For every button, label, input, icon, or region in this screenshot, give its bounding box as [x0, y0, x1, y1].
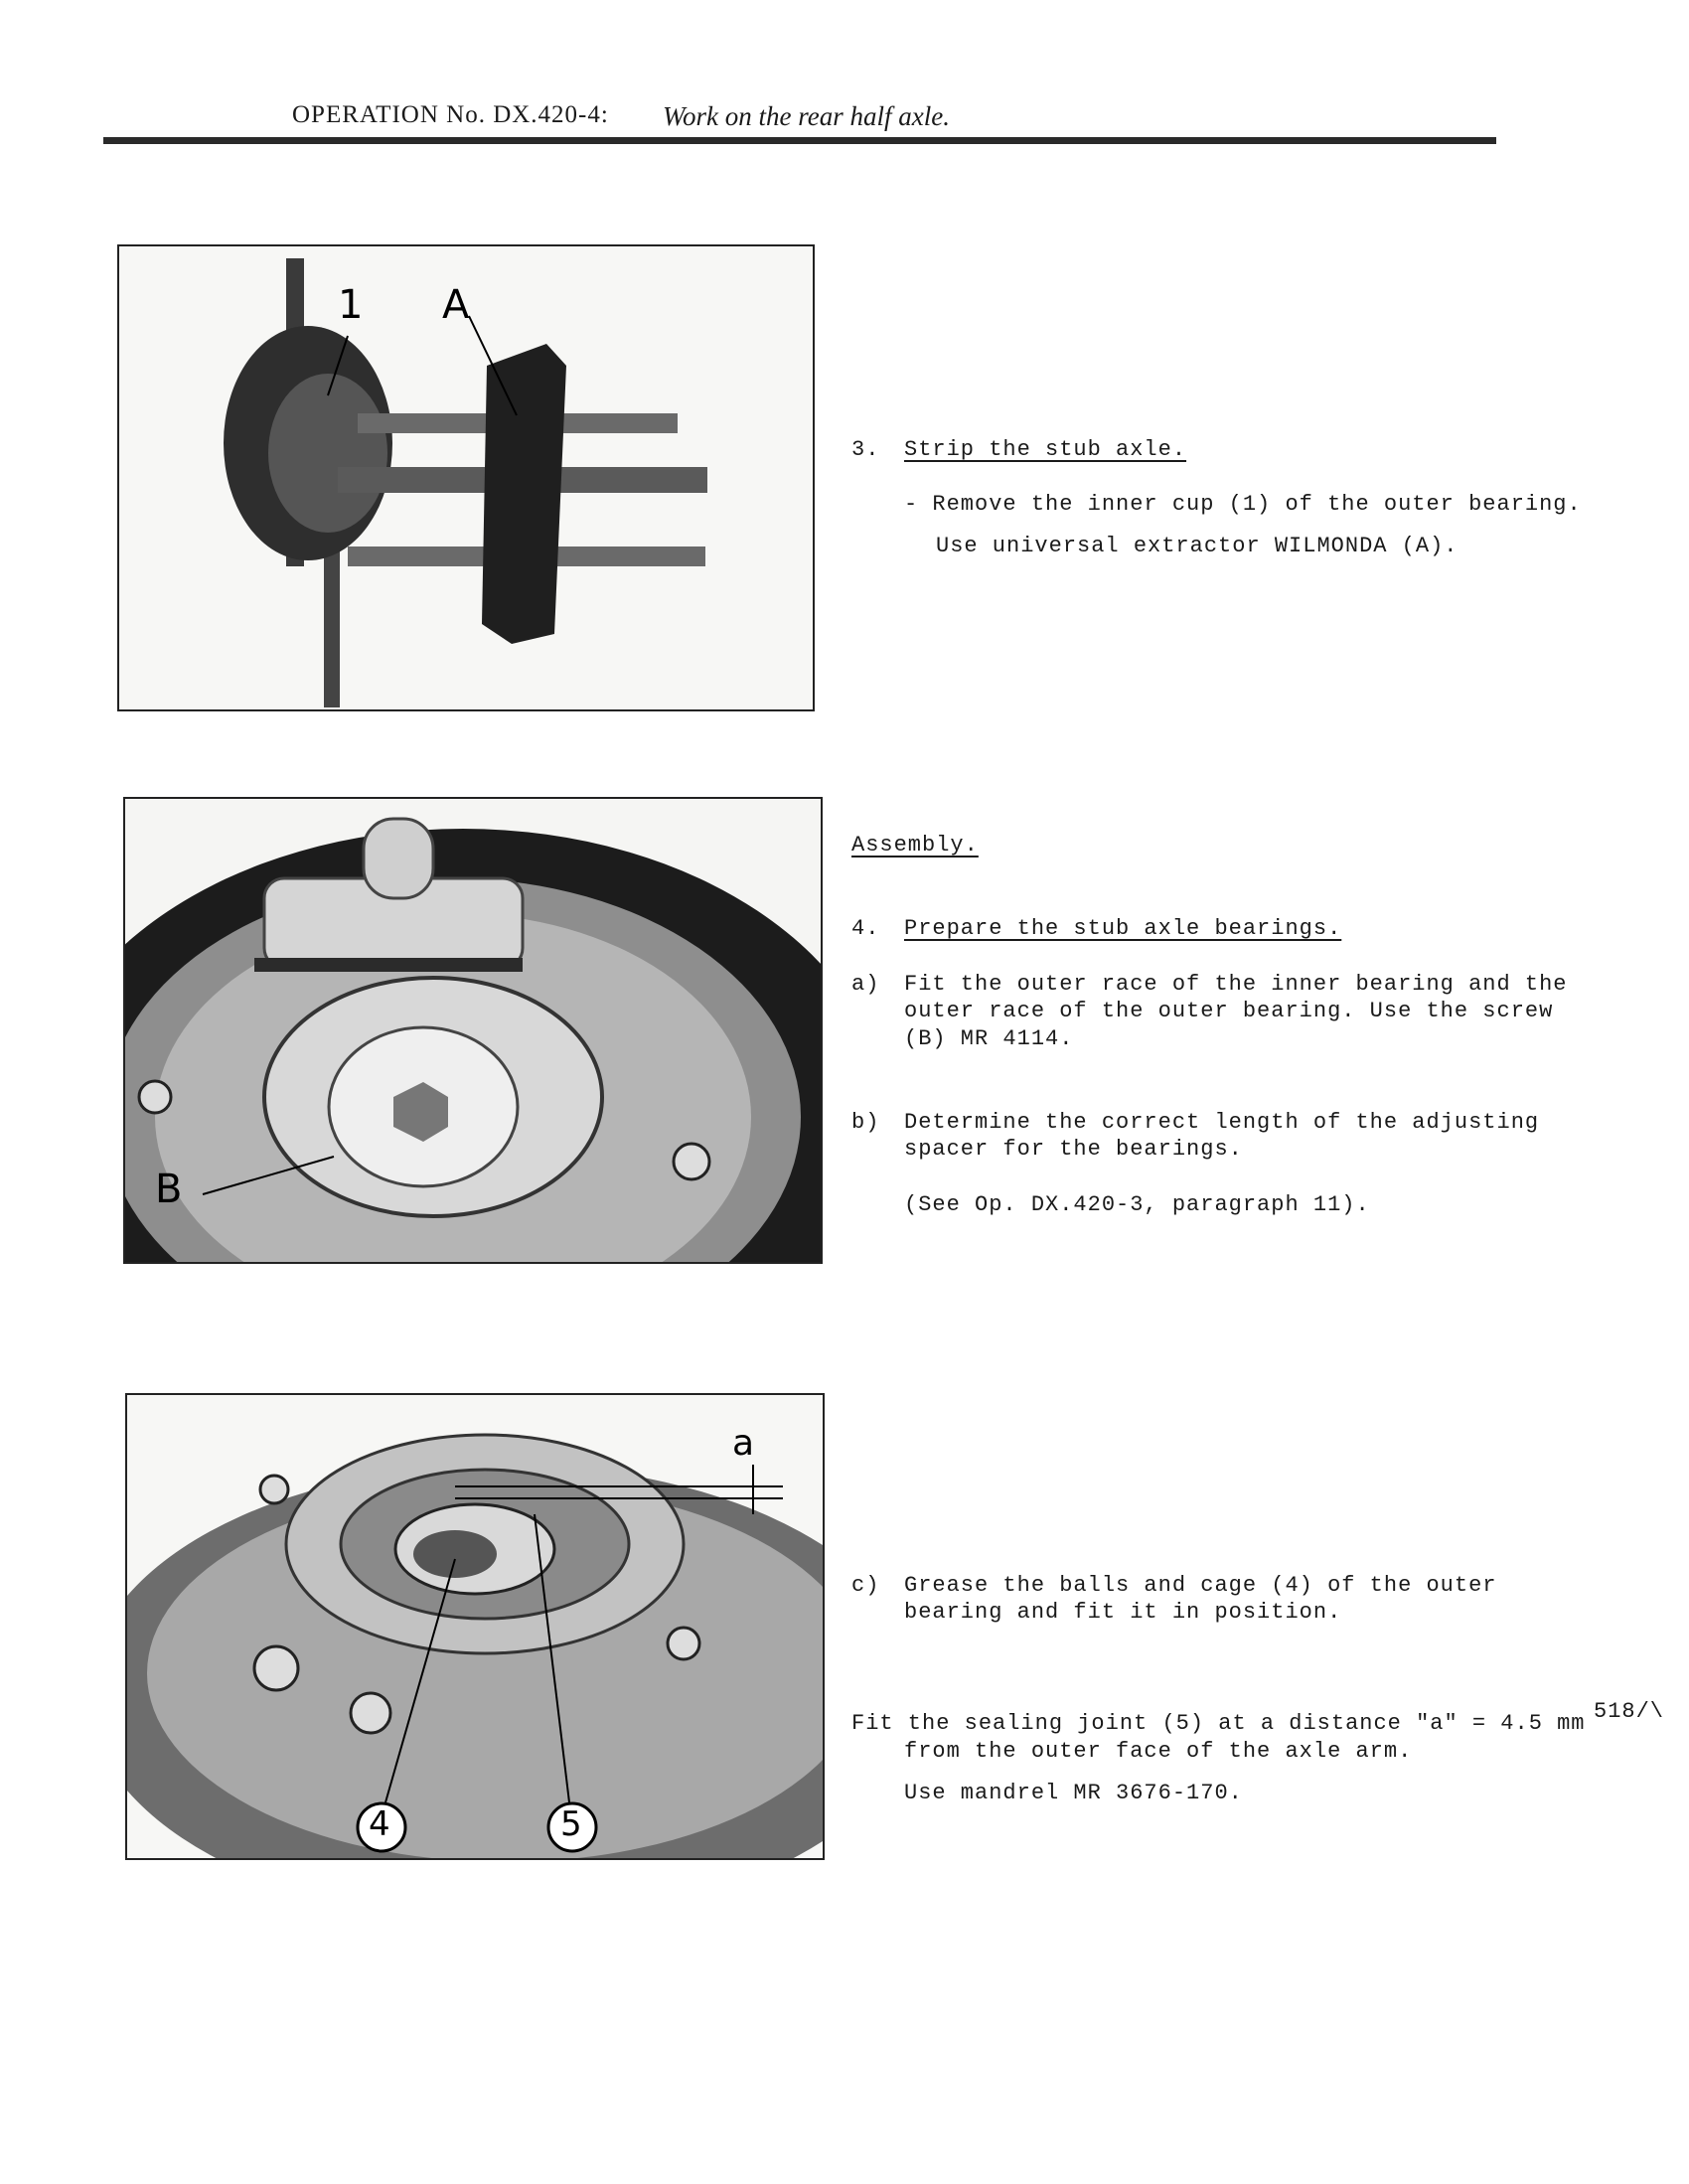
label-a: a: [732, 1423, 755, 1464]
operation-number: OPERATION No. DX.420-4:: [292, 101, 609, 128]
step4c-line: bearing and fit it in position.: [904, 1600, 1342, 1625]
operation-title: Work on the rear half axle.: [663, 101, 950, 131]
step4b-line: spacer for the bearings.: [904, 1137, 1243, 1162]
label-A: A: [442, 282, 470, 328]
backplate-illustration: [125, 799, 821, 1262]
step4c-marker: c): [851, 1573, 880, 1598]
sealing-line: Fit the sealing joint (5) at a distance "a" = 4.5 mm: [851, 1711, 1586, 1736]
step4c-line: Grease the balls and cage (4) of the outer: [904, 1573, 1497, 1598]
step4a-line: (B) MR 4114.: [904, 1026, 1074, 1051]
step3-number: 3.: [851, 437, 880, 462]
label-5: 5: [560, 1804, 582, 1844]
step4-title: Prepare the stub axle bearings.: [904, 916, 1342, 941]
label-B: B: [155, 1167, 183, 1212]
label-4: 4: [369, 1804, 390, 1844]
step3-title: Strip the stub axle.: [904, 437, 1187, 462]
label-1: 1: [338, 282, 364, 328]
step4b-marker: b): [851, 1110, 880, 1135]
page-number: 518/\: [1594, 1699, 1665, 1724]
step4a-line: Fit the outer race of the inner bearing and the: [904, 972, 1568, 997]
step4a-line: outer race of the outer bearing. Use the screw: [904, 999, 1554, 1023]
step4b-reference: (See Op. DX.420-3, paragraph 11).: [904, 1192, 1370, 1217]
figure-backplate-photo: [123, 797, 823, 1264]
sealing-line: from the outer face of the axle arm.: [904, 1739, 1413, 1764]
step3-line2: Use universal extractor WILMONDA (A).: [936, 534, 1459, 558]
seal-illustration: [127, 1395, 823, 1858]
mandrel-instruction: Use mandrel MR 3676-170.: [904, 1781, 1243, 1805]
figure-extractor-photo: [117, 244, 815, 711]
assembly-heading: Assembly.: [851, 833, 979, 858]
header-rule: [103, 137, 1496, 144]
step4a-marker: a): [851, 972, 880, 997]
step3-line1: - Remove the inner cup (1) of the outer bearing.: [904, 492, 1582, 517]
step4b-line: Determine the correct length of the adjusting: [904, 1110, 1540, 1135]
step4-number: 4.: [851, 916, 880, 941]
figure-seal-photo: [125, 1393, 825, 1860]
